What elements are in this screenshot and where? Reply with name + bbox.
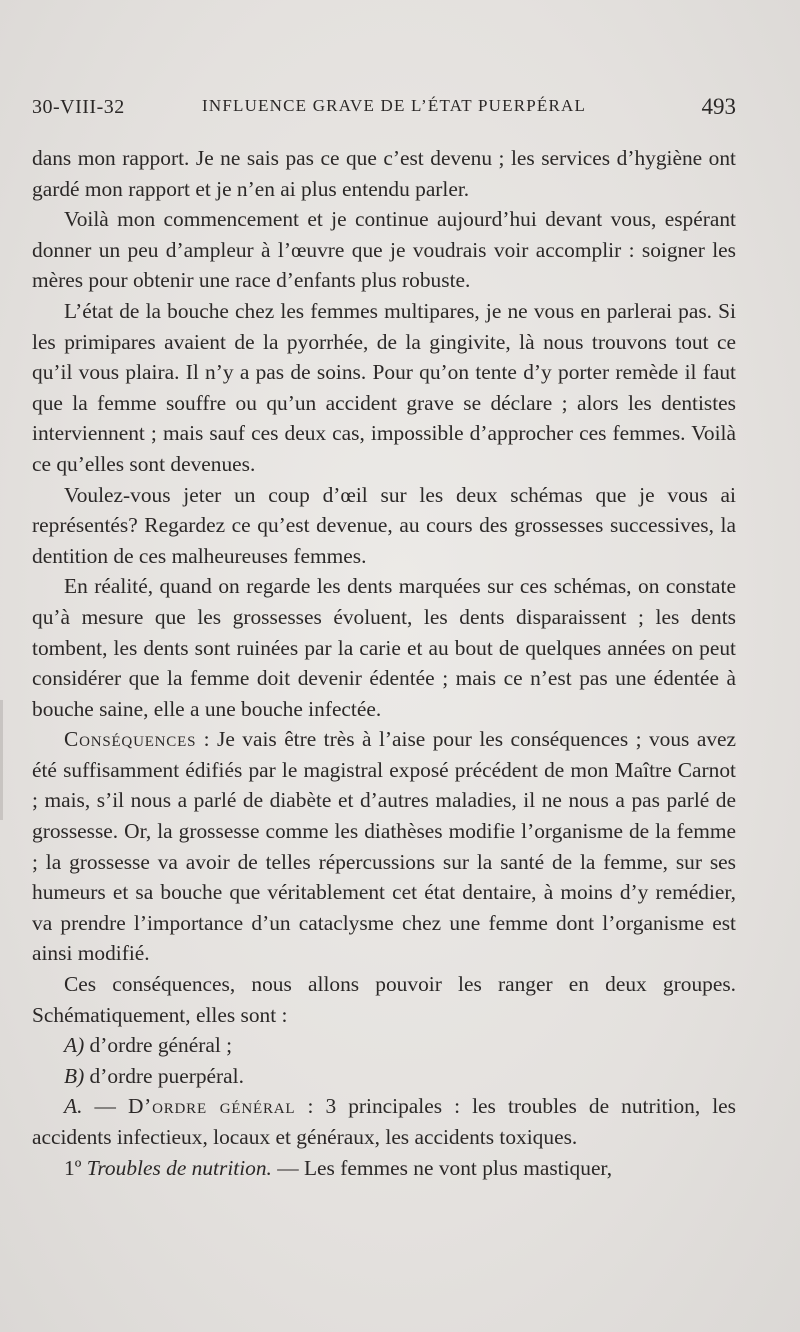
paragraph-7: [32, 969, 736, 1030]
header-session-date: 30-VIII-32: [32, 96, 125, 118]
paragraph-1-text: dans mon rapport. Je ne sais pas ce que c’est devenu ; les services d’hygiène ont gardé mon rapport et je n’en ai plus entendu parler.: [32, 146, 736, 201]
paragraph-3: [32, 296, 736, 480]
subsection-number: 1º: [64, 1155, 87, 1180]
running-header: [32, 90, 736, 130]
paragraph-5: [32, 571, 736, 724]
paragraph-4: [32, 480, 736, 572]
paragraph-1: [32, 143, 736, 204]
page-number: 493: [701, 94, 736, 119]
list-item-a: [32, 1030, 736, 1061]
section-a-marker: A.: [64, 1094, 83, 1119]
list-item-a-text: d’ordre général ;: [84, 1033, 233, 1058]
subsection-heading: Troubles de nutrition.: [86, 1155, 272, 1180]
list-item-a-marker: A): [64, 1033, 85, 1058]
paragraph-3-text: L’état de la bouche chez les femmes multipares, je ne vous en parlerai pas. Si les primipares avaient de la pyorrhée, de la gingivite, là nous trouvons tout ce qu’il vous plaira. Il n’y a pas de soins. Pour qu’on tente d’y porter remède il faut que la femme souffre ou qu’un accident grave se déclare ; alors les dentistes interviennent ; mais sauf ces deux cas, impossible d’approcher ces femmes. Voilà ce qu’elles sont devenues.: [32, 298, 736, 476]
paragraph-2: [32, 204, 736, 296]
paragraph-4-text: Voulez-vous jeter un coup d’œil sur les deux schémas que je vous ai représentés? Regardez ce qu’est devenue, au cours des grossesses successives, la dentition de ces malheureuses femmes.: [32, 482, 736, 568]
consequences-text: : Je vais être très à l’aise pour les conséquences ; vous avez été suffisamment édifiés par le magistral exposé précédent de mon Maître Carnot ; mais, s’il nous a parlé de diabète et d’autres maladies, il ne nous a pas parlé de grossesse. Or, la grossesse comme les diathèses modifie l’organisme de la femme ; la grossesse va avoir de telles répercussions sur la santé de la femme, sur ses humeurs et sa bouche que véritablement cet état dentaire, à moins d’y remédier, va prendre l’importance d’un cataclysme chez une femme dont l’organisme est ainsi modifié.: [32, 727, 736, 966]
section-a-dash: —: [82, 1094, 128, 1119]
paragraph-ordre-general: [32, 1091, 736, 1152]
paragraph-5-text: En réalité, quand on regarde les dents marquées sur ces schémas, on constate qu’à mesure que les grossesses évoluent, les dents disparaissent ; les dents tombent, les dents sont ruinées par la carie et au bout de quelques années on peut considérer que la femme doit devenir édentée ; mais ce n’est pas une édentée à bouche saine, elle a une bouche infectée.: [32, 574, 736, 721]
body-text: [32, 143, 736, 1183]
list-item-b: [32, 1061, 736, 1092]
section-a-heading: D’ordre général: [127, 1094, 296, 1119]
consequences-heading: Conséquences: [64, 727, 197, 752]
paragraph-consequences: [32, 724, 736, 969]
paragraph-2-text: Voilà mon commencement et je continue aujourd’hui devant vous, espérant donner un peu d’ampleur à l’œuvre que je voudrais voir accomplir : soigner les mères pour obtenir une race d’enfants plus robuste.: [32, 207, 736, 293]
paragraph-troubles-nutrition: [32, 1153, 736, 1184]
header-chapter-title: INFLUENCE GRAVE DE L’ÉTAT PUERPÉRAL: [202, 96, 587, 115]
list-item-b-text: d’ordre puerpéral.: [84, 1063, 244, 1088]
section-a-text: : 3 principales : les troubles de nutrition, les accidents infectieux, locaux et généraux, les accidents toxiques.: [32, 1094, 736, 1149]
subsection-text: — Les femmes ne vont plus mastiquer,: [271, 1155, 613, 1180]
list-item-b-marker: B): [64, 1063, 85, 1088]
paragraph-7-text: Ces conséquences, nous allons pouvoir les ranger en deux groupes. Schématiquement, elles sont :: [32, 972, 736, 1027]
page-edge-shadow: [0, 700, 3, 820]
